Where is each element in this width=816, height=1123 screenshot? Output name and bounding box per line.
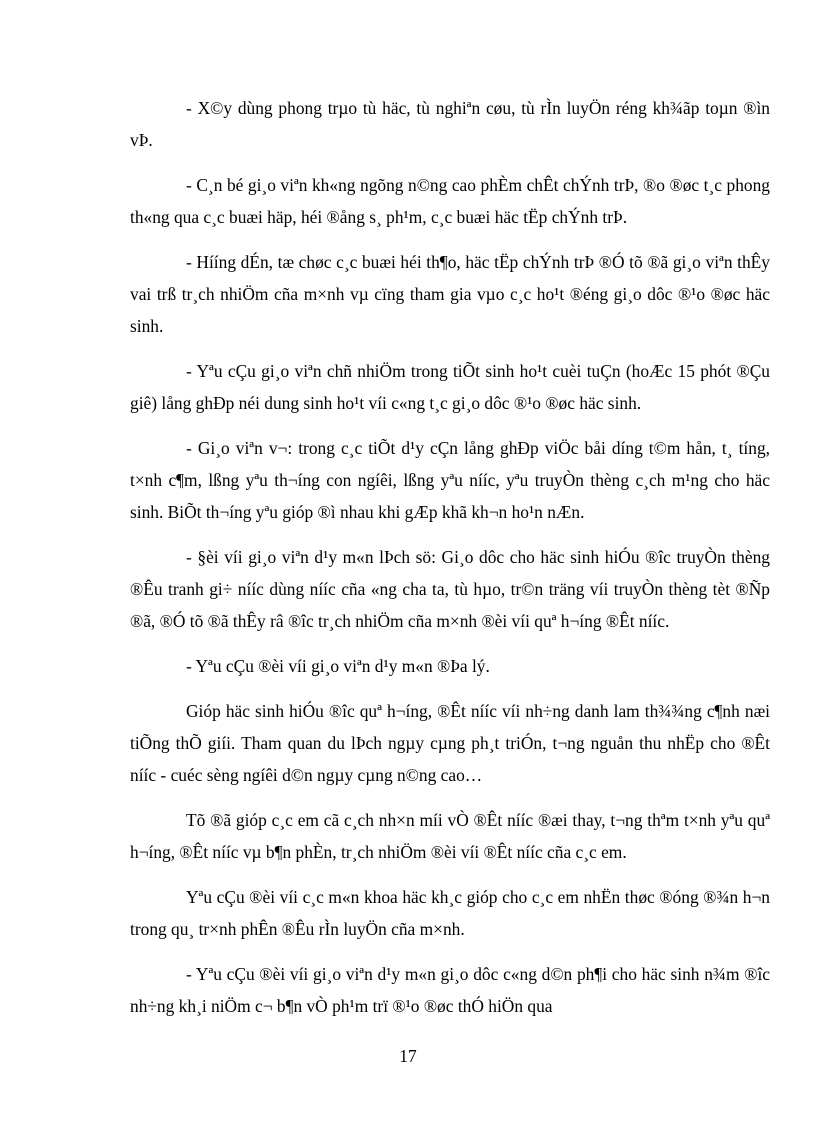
paragraph: - C¸n bé gi¸o viªn kh«ng ngõng n©ng cao phÈm chÊt chÝnh trÞ, ®o ®øc t¸c phong th«ng qua c¸c buæi häp, héi ®ång s¸ ph¹m, c¸c buæi häc tËp chÝnh trÞ. [130,175,770,227]
paragraph: - §èi víi gi¸o viªn d¹y m«n lÞch sö: Gi¸o dôc cho häc sinh hiÓu ®îc truyÒn thèng ®Êu tranh gi÷ nííc dùng nííc cña «ng cha ta, tù hµo, tr©n träng víi truyÒn thèng tèt ®Ñp ®ã, ®Ó tõ ®ã thÊy râ ®îc tr¸ch nhiÖm cña m×nh ®èi víi quª h¬íng ®Êt nííc. [130,547,770,631]
paragraph: - Hííng dÉn, tæ chøc c¸c buæi héi th¶o, häc tËp chÝnh trÞ ®Ó tõ ®ã gi¸o viªn thÊy vai trß tr¸ch nhiÖm cña m×nh vµ cïng tham gia vµo c¸c ho¹t ®éng gi¸o dôc ®¹o ®øc häc sinh. [130,252,770,336]
paragraph: Yªu cÇu ®èi víi c¸c m«n khoa häc kh¸c gióp cho c¸c em nhËn thøc ®óng ®¾n h¬n trong qu¸ tr×nh phÊn ®Êu rÌn luyÖn cña m×nh. [130,887,770,939]
paragraph: - Yªu cÇu gi¸o viªn chñ nhiÖm trong tiÕt sinh ho¹t cuèi tuÇn (hoÆc 15 phót ®Çu giê) lång ghÐp néi dung sinh ho¹t víi c«ng t¸c gi¸o dôc ®¹o ®øc häc sinh. [130,361,770,413]
page-number: 17 [399,1046,417,1066]
paragraph: Tõ ®ã gióp c¸c em cã c¸ch nh×n míi vÒ ®Êt nííc ®æi thay, t¬ng thªm t×nh yªu quª h¬íng, ®Êt nííc vµ b¶n phÈn, tr¸ch nhiÖm ®èi víi ®Êt nííc cña c¸c em. [130,810,770,862]
paragraph: - Yªu cÇu ®èi víi gi¸o viªn d¹y m«n ®Þa lý. [186,656,490,676]
paragraph: Gióp häc sinh hiÓu ®îc quª h¬íng, ®Êt nííc víi nh÷ng danh lam th¾¾ng c¶nh næi tiÕng thÕ giíi. Tham quan du lÞch ngµy cµng ph¸t triÓn, t¬ng nguån thu nhËp cho ®Êt nííc - cuéc sèng ngíêi d©n ngµy cµng n©ng cao… [130,701,770,785]
page-body [130,92,770,1035]
paragraph: - Gi¸o viªn v¬: trong c¸c tiÕt d¹y cÇn lång ghÐp viÖc båi díng t©m hån, t¸ tíng, t×nh c¶m, lßng yªu th¬íng con ngíêi, lßng yªu nííc, yªu truyÒn thèng c¸ch m¹ng cho häc sinh. BiÕt th¬íng yªu gióp ®ì nhau khi gÆp khã kh¬n ho¹n nÆn. [130,438,770,522]
paragraph: - Yªu cÇu ®èi víi gi¸o viªn d¹y m«n gi¸o dôc c«ng d©n ph¶i cho häc sinh n¾m ®îc nh÷ng kh¸i niÖm c¬ b¶n vÒ ph¹m trï ®¹o ®øc thÓ hiÖn qua [130,964,770,1016]
paragraph: - X©y dùng phong trµo tù häc, tù nghiªn cøu, tù rÌn luyÖn réng kh¾ãp toµn ®ìn vÞ. [130,98,770,150]
